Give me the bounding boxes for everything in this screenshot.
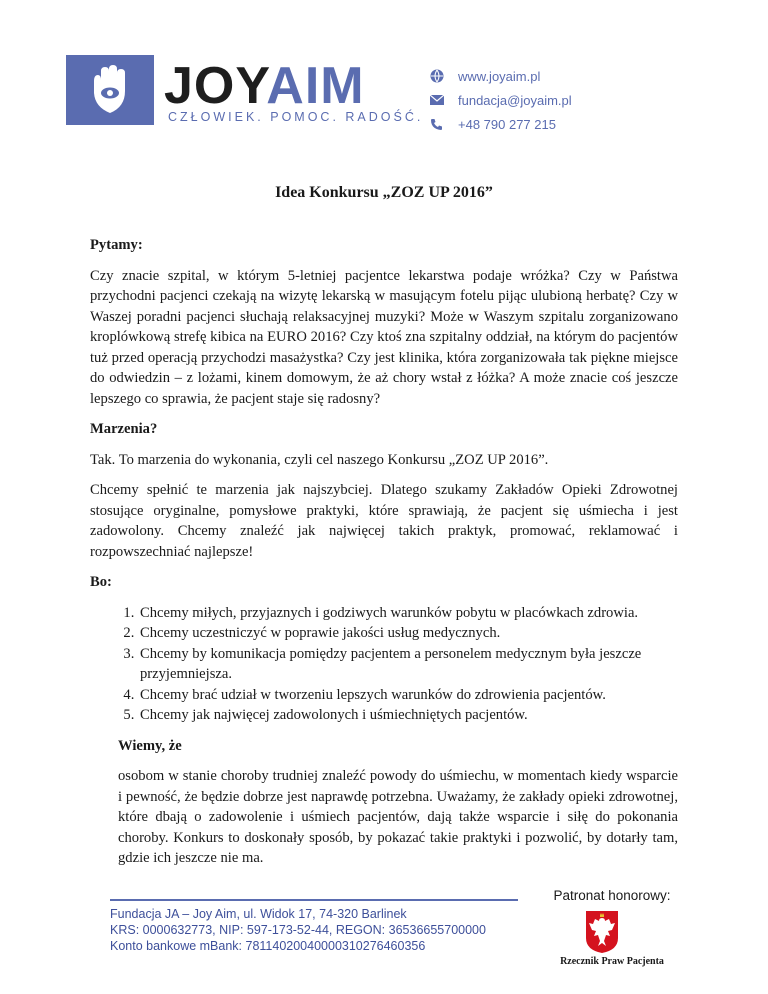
list-item: 1. Chcemy miłych, przyjaznych i godziwych warunków pobytu w placówkach zdrowia. <box>138 603 678 624</box>
patron-name: Rzecznik Praw Pacjenta <box>560 956 664 967</box>
brand-name <box>164 56 365 116</box>
email-link[interactable]: fundacja@joyaim.pl <box>458 92 572 108</box>
paragraph-pytamy: Czy znacie szpital, w którym 5-letniej pacjentce lekarstwa podaje wróżka? Czy w Państwa przychodni pacjenci czekają na wizytę lekarską w masującym fotelu pijąc ulubioną herbatę? Czy w Waszej poradni pacjenci słuchają relaksacyjnej muzyki? Może w Waszym szpitalu zorganizowano kroplówkową strefę kibica na EURO 2016? Czy ktoś zna szpitalny oddział, na którym do pacjentów tuż przed operacją przychodzi masażystka? Czy jest klinika, która zorganizowała tak piękne miejsce do odwiedzin – z lożami, kinem domowym, że aż chory wstał z łóżka? A może znacie coś jeszcze lepszego co sprawia, że pacjent staje się radosny? <box>90 267 678 407</box>
section-heading-wiemy: Wiemy, że <box>118 737 182 754</box>
paragraph-wiemy: osobom w stanie choroby trudniej znaleźć powody do uśmiechu, w momentach kiedy wsparcie i pewność, że będzie dobrze jest naprawdę potrzebna. Uważamy, że zakłady opieki zdrowotnej, które dbają o zadowolenie i uśmiech pacjentów, dają także wsparcie i siłę do pokonania choroby. Konkurs to doskonały sposób, by pokazać takie praktyki i pozwolić, by dotarły tam, gdzie ich jeszcze nie ma. <box>118 768 678 866</box>
list-item: 4. Chcemy brać udział w tworzeniu lepszych warunków do zdrowienia pacjentów. <box>138 685 678 706</box>
section-heading-marzenia: Marzenia? <box>90 421 158 437</box>
polish-eagle-emblem-icon <box>585 910 619 954</box>
phone-number[interactable]: +48 790 277 215 <box>458 116 556 132</box>
brand-tagline: CZŁOWIEK. POMOC. RADOŚĆ. <box>168 110 424 124</box>
section-heading-pytamy: Pytamy: <box>90 237 143 253</box>
list-item: 5. Chcemy jak najwięcej zadowolonych i uśmiechniętych pacjentów. <box>138 705 678 726</box>
paragraph-marzenia-2: Chcemy spełnić te marzenia jak najszybciej. Dlatego szukamy Zakładów Opieki Zdrowotnej stosujące oryginalne, pomysłowe praktyki, które sprawiają, że pacjent się uśmiecha i jest zadowolony. Chcemy znaleźć jak najwięcej takich praktyk, promować, reklamować i rozpowszechniać najlepsze! <box>90 482 678 560</box>
list-item: 3. Chcemy by komunikacja pomiędzy pacjentem a personelem medycznym była jeszcze przyjemniejsza. <box>138 644 678 685</box>
contact-website[interactable] <box>430 64 572 88</box>
contact-block <box>430 64 572 136</box>
document-title: Idea Konkursu „ZOZ UP 2016” <box>275 184 493 201</box>
footer-registry: KRS: 0000632773, NIP: 597-173-52-44, REGON: 36536655700000 <box>110 923 486 937</box>
contact-phone[interactable] <box>430 112 572 136</box>
footer-bank-account: Konto bankowe mBank: 78114020040000310276460356 <box>110 939 426 953</box>
document-body <box>90 215 678 879</box>
globe-icon <box>430 69 458 83</box>
section-heading-bo: Bo: <box>90 574 112 590</box>
footer-address: Fundacja JA – Joy Aim, ul. Widok 17, 74-320 Barlinek <box>110 907 407 921</box>
hamsa-hand-icon <box>84 61 136 119</box>
paragraph-marzenia-1: Tak. To marzenia do wykonania, czyli cel naszego Konkursu „ZOZ UP 2016”. <box>90 451 549 468</box>
footer-info <box>110 906 486 954</box>
list-item: 2. Chcemy uczestniczyć w poprawie jakości usług medycznych. <box>138 623 678 644</box>
hamsa-logo <box>66 55 154 125</box>
phone-icon <box>430 118 458 131</box>
footer-divider <box>110 899 518 901</box>
patronat-label: Patronat honorowy: <box>553 888 671 903</box>
website-link[interactable]: www.joyaim.pl <box>458 68 541 84</box>
brand-joy: JOY <box>164 57 267 115</box>
envelope-icon <box>430 95 458 105</box>
contact-email[interactable] <box>430 88 572 112</box>
reasons-list <box>90 603 678 726</box>
brand-aim: AIM <box>266 57 365 115</box>
